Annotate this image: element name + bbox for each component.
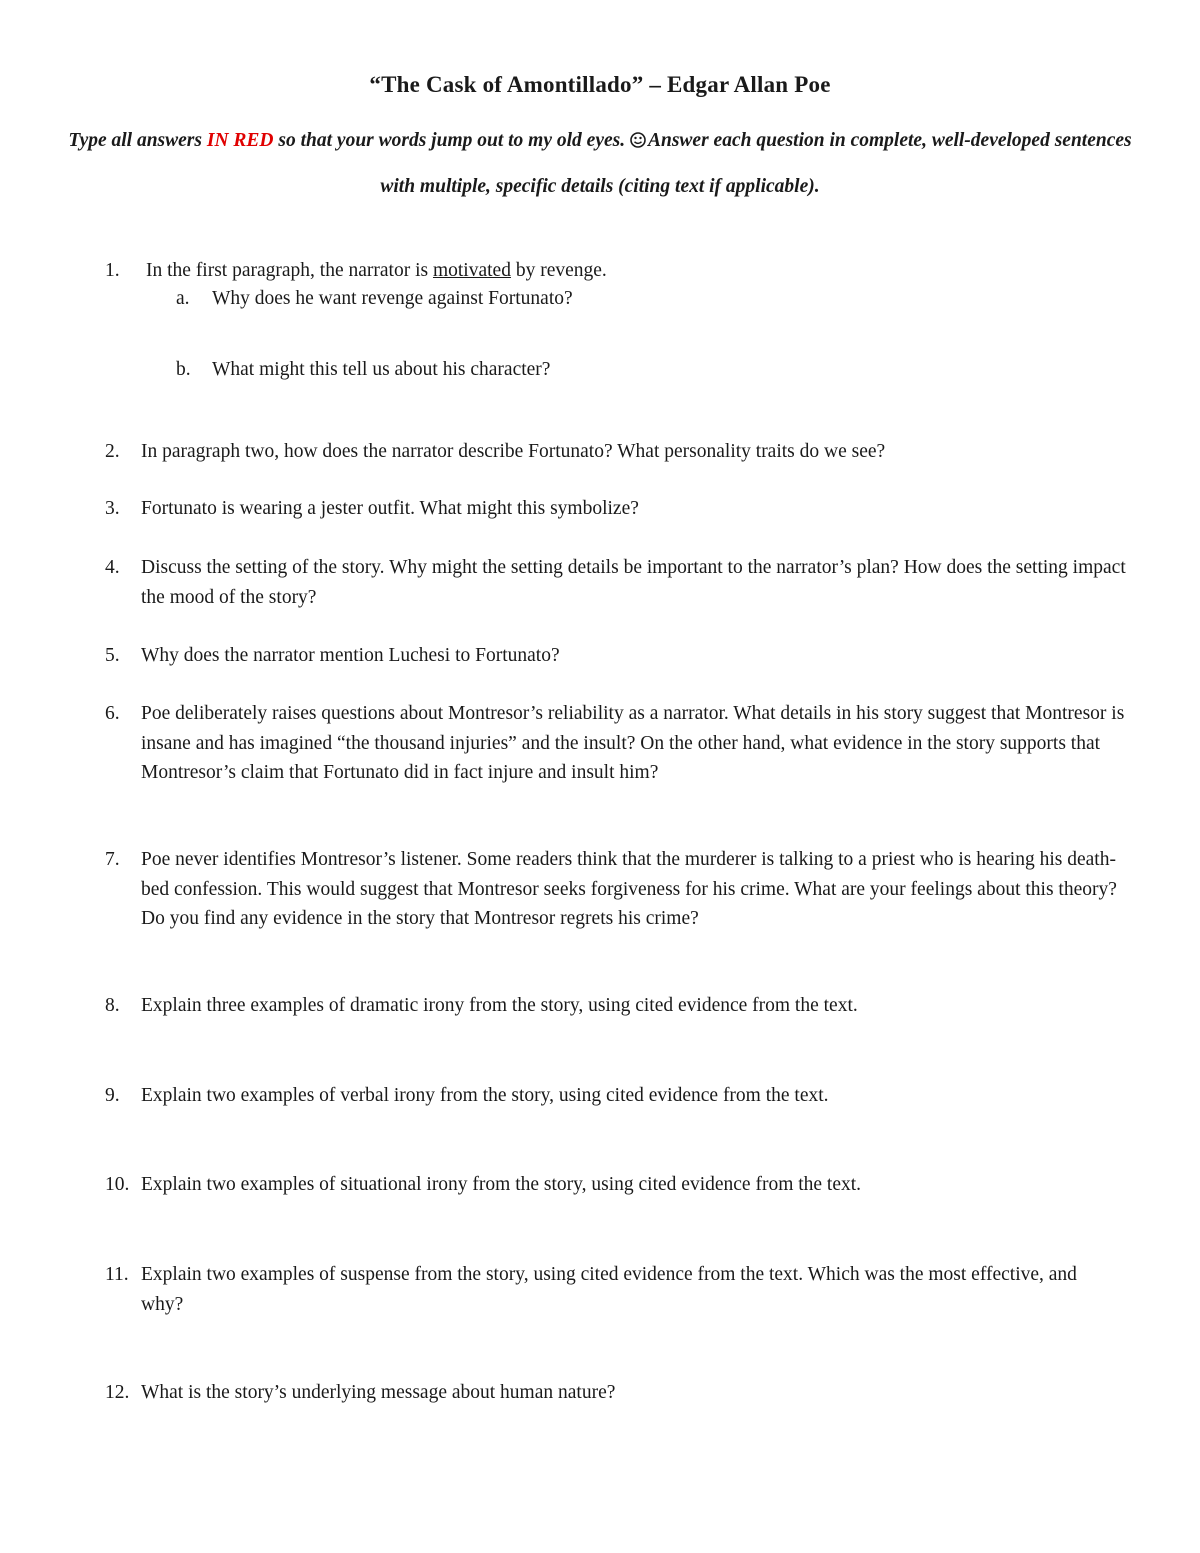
question-1-number: 1. [105,260,120,281]
page-title: “The Cask of Amontillado” – Edgar Allan Poe [369,72,831,97]
smiley-face-icon [630,132,646,148]
instructions-text-3: Answer each question in complete, well-developed sentences with multiple, specific details (citing text if applicable). [380,130,1132,197]
question-3-number: 3. [105,498,120,519]
question-6-number: 6. [105,703,120,724]
question-3-text: Fortunato is wearing a jester outfit. What might this symbolize? [141,498,639,519]
question-2-text: In paragraph two, how does the narrator describe Fortunato? What personality traits do we see? [141,441,886,462]
question-4-number: 4. [105,557,120,578]
question-12-number: 12. [105,1382,130,1403]
question-1-underlined: motivated [432,260,511,281]
question-4-text: Discuss the setting of the story. Why might the setting details be important to the narrator’s plan? How does the setting impact the mood of the story? [141,557,1126,608]
instructions-text-2: so that your words jump out to my old eyes. [273,130,630,151]
question-10-number: 10. [105,1174,130,1195]
question-11-number: 11. [105,1264,129,1285]
question-1-text [146,256,1146,286]
question-8-text: Explain three examples of dramatic irony from the story, using cited evidence from the text. [141,995,858,1016]
question-1-text-before: In the first paragraph, the narrator is [146,260,433,281]
question-9-number: 9. [105,1085,120,1106]
question-10-text: Explain two examples of situational irony from the story, using cited evidence from the text. [141,1174,862,1195]
question-1b-letter: b. [176,359,191,380]
question-11-text: Explain two examples of suspense from the story, using cited evidence from the text. Which was the most effective, and why? [141,1264,1077,1315]
instructions-text-1: Type all answers [68,130,207,151]
question-8-number: 8. [105,995,120,1016]
question-1b-text: What might this tell us about his character? [212,359,551,380]
question-1a-text: Why does he want revenge against Fortunato? [212,288,573,309]
question-7-text: Poe never identifies Montresor’s listener. Some readers think that the murderer is talking to a priest who is hearing his death-bed confession. This would suggest that Montresor seeks forgiveness for his crime. What are your feelings about this theory? Do you find any evidence in the story that Montresor regrets his crime? [141,849,1117,929]
question-6-text: Poe deliberately raises questions about Montresor’s reliability as a narrator. What details in his story suggest that Montresor is insane and has imagined “the thousand injuries” and the insult? On the other hand, what evidence in the story supports that Montresor’s claim that Fortunato did in fact injure and insult him? [141,703,1125,783]
question-1a-letter: a. [176,288,190,309]
question-5-number: 5. [105,645,120,666]
question-5-text: Why does the narrator mention Luchesi to Fortunato? [141,645,560,666]
question-7-number: 7. [105,849,120,870]
question-2-number: 2. [105,441,120,462]
question-1-text-after: by revenge. [510,260,607,281]
instructions-red-text: IN RED [206,130,274,151]
question-9-text: Explain two examples of verbal irony from the story, using cited evidence from the text. [141,1085,829,1106]
question-12-text: What is the story’s underlying message about human nature? [141,1382,616,1403]
instructions [60,118,1140,210]
